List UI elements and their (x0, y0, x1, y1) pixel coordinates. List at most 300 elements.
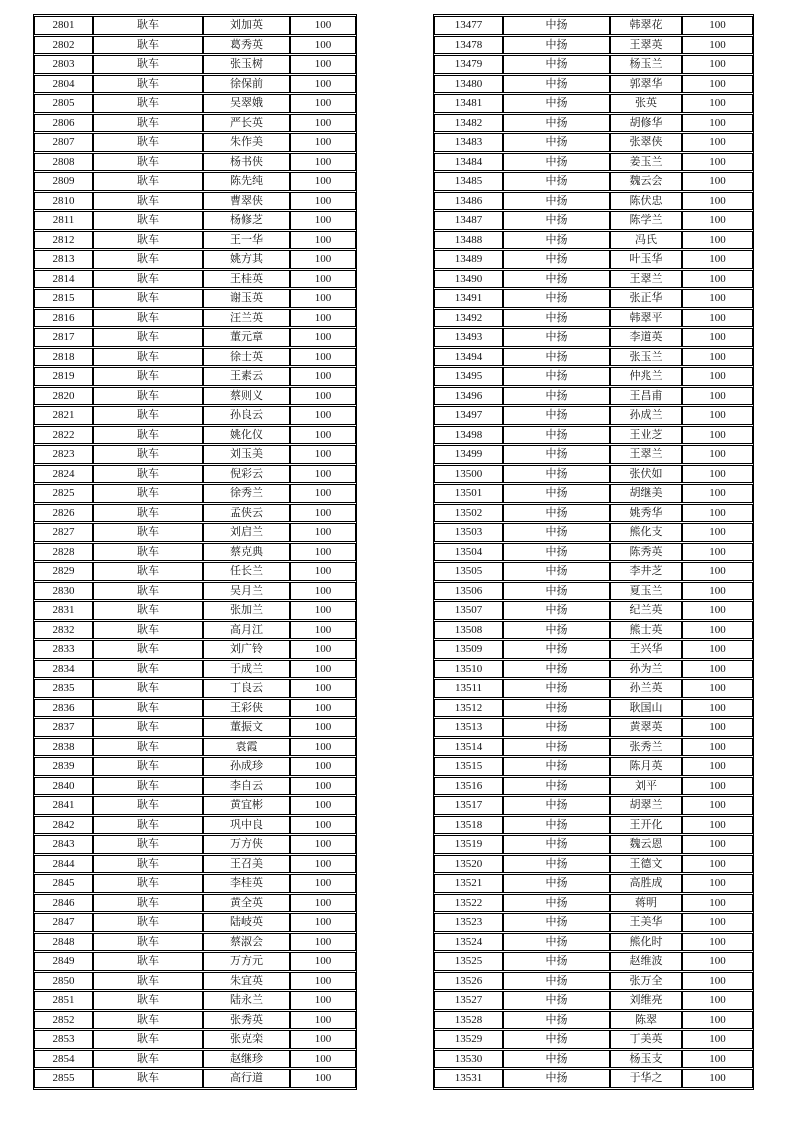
cell-score: 100 (290, 328, 356, 347)
cell-region: 耿车 (93, 699, 203, 718)
cell-score: 100 (290, 738, 356, 757)
cell-id: 13518 (434, 816, 503, 835)
table-row (434, 543, 753, 562)
cell-id: 2816 (34, 309, 93, 328)
table-row (34, 94, 356, 113)
cell-id: 13519 (434, 835, 503, 854)
cell-id: 2840 (34, 777, 93, 796)
cell-name: 王德文 (610, 855, 682, 874)
cell-region: 中扬 (503, 523, 610, 542)
cell-region: 中扬 (503, 289, 610, 308)
table-row (34, 1069, 356, 1088)
cell-score: 100 (682, 718, 753, 737)
cell-score: 100 (290, 192, 356, 211)
cell-region: 耿车 (93, 718, 203, 737)
cell-region: 耿车 (93, 601, 203, 620)
cell-region: 耿车 (93, 1030, 203, 1049)
cell-name: 于成兰 (203, 660, 290, 679)
cell-name: 魏云恩 (610, 835, 682, 854)
cell-score: 100 (682, 270, 753, 289)
cell-region: 中扬 (503, 16, 610, 35)
cell-id: 13481 (434, 94, 503, 113)
cell-score: 100 (290, 972, 356, 991)
cell-score: 100 (682, 562, 753, 581)
cell-id: 13479 (434, 55, 503, 74)
cell-id: 2815 (34, 289, 93, 308)
cell-score: 100 (290, 991, 356, 1010)
cell-score: 100 (290, 231, 356, 250)
cell-name: 张翠侠 (610, 133, 682, 152)
cell-region: 耿车 (93, 660, 203, 679)
table-row (34, 523, 356, 542)
cell-name: 王一华 (203, 231, 290, 250)
table-row (34, 621, 356, 640)
cell-id: 13523 (434, 913, 503, 932)
cell-name: 蔡淑会 (203, 933, 290, 952)
cell-name: 严长英 (203, 114, 290, 133)
cell-region: 耿车 (93, 231, 203, 250)
cell-score: 100 (290, 75, 356, 94)
cell-name: 王业芝 (610, 426, 682, 445)
cell-name: 张秀英 (203, 1011, 290, 1030)
table-row (434, 738, 753, 757)
table-row (434, 172, 753, 191)
cell-name: 魏云会 (610, 172, 682, 191)
table-row (434, 1050, 753, 1069)
cell-score: 100 (682, 894, 753, 913)
cell-score: 100 (682, 55, 753, 74)
cell-id: 13488 (434, 231, 503, 250)
table-row (34, 231, 356, 250)
cell-region: 耿车 (93, 465, 203, 484)
cell-name: 黄全英 (203, 894, 290, 913)
cell-score: 100 (290, 835, 356, 854)
cell-region: 中扬 (503, 738, 610, 757)
cell-score: 100 (290, 309, 356, 328)
cell-region: 中扬 (503, 562, 610, 581)
cell-score: 100 (682, 679, 753, 698)
cell-region: 耿车 (93, 16, 203, 35)
cell-name: 陈秀英 (610, 543, 682, 562)
cell-id: 2846 (34, 894, 93, 913)
table-row (34, 270, 356, 289)
cell-region: 中扬 (503, 660, 610, 679)
cell-id: 2811 (34, 211, 93, 230)
cell-name: 倪彩云 (203, 465, 290, 484)
cell-id: 2813 (34, 250, 93, 269)
table-row (34, 504, 356, 523)
cell-name: 张伏如 (610, 465, 682, 484)
cell-score: 100 (682, 231, 753, 250)
cell-score: 100 (290, 679, 356, 698)
cell-name: 张玉树 (203, 55, 290, 74)
cell-score: 100 (290, 211, 356, 230)
table-row (434, 36, 753, 55)
cell-name: 任长兰 (203, 562, 290, 581)
table-row (434, 328, 753, 347)
table-row (434, 621, 753, 640)
cell-score: 100 (682, 94, 753, 113)
cell-name: 吴月兰 (203, 582, 290, 601)
cell-id: 13520 (434, 855, 503, 874)
cell-score: 100 (682, 192, 753, 211)
cell-id: 13484 (434, 153, 503, 172)
cell-name: 袁霞 (203, 738, 290, 757)
cell-name: 葛秀英 (203, 36, 290, 55)
cell-name: 徐士英 (203, 348, 290, 367)
cell-id: 13503 (434, 523, 503, 542)
cell-id: 2806 (34, 114, 93, 133)
cell-name: 李自云 (203, 777, 290, 796)
cell-id: 13528 (434, 1011, 503, 1030)
cell-score: 100 (682, 75, 753, 94)
cell-id: 2822 (34, 426, 93, 445)
cell-name: 徐保前 (203, 75, 290, 94)
cell-region: 中扬 (503, 231, 610, 250)
table-row (434, 192, 753, 211)
table-row (434, 874, 753, 893)
cell-id: 2839 (34, 757, 93, 776)
cell-id: 13524 (434, 933, 503, 952)
cell-score: 100 (682, 172, 753, 191)
cell-id: 13506 (434, 582, 503, 601)
table-row (434, 133, 753, 152)
cell-score: 100 (682, 640, 753, 659)
cell-score: 100 (290, 523, 356, 542)
cell-region: 耿车 (93, 289, 203, 308)
cell-id: 13529 (434, 1030, 503, 1049)
cell-id: 13492 (434, 309, 503, 328)
cell-name: 熊化支 (610, 523, 682, 542)
cell-name: 刘加英 (203, 16, 290, 35)
table-row (434, 913, 753, 932)
table-row (34, 796, 356, 815)
cell-region: 中扬 (503, 796, 610, 815)
cell-score: 100 (682, 348, 753, 367)
cell-score: 100 (290, 250, 356, 269)
table-row (34, 601, 356, 620)
cell-score: 100 (290, 796, 356, 815)
cell-region: 中扬 (503, 1030, 610, 1049)
cell-region: 耿车 (93, 952, 203, 971)
cell-region: 中扬 (503, 387, 610, 406)
cell-score: 100 (682, 543, 753, 562)
cell-id: 13498 (434, 426, 503, 445)
cell-score: 100 (290, 816, 356, 835)
cell-region: 中扬 (503, 1050, 610, 1069)
cell-score: 100 (682, 1030, 753, 1049)
table-row (434, 114, 753, 133)
cell-id: 2852 (34, 1011, 93, 1030)
cell-score: 100 (682, 952, 753, 971)
table-row (34, 465, 356, 484)
table-row (34, 309, 356, 328)
cell-name: 刘玉美 (203, 445, 290, 464)
table-row (34, 699, 356, 718)
table-row (34, 718, 356, 737)
cell-score: 100 (290, 562, 356, 581)
cell-id: 2827 (34, 523, 93, 542)
cell-id: 2819 (34, 367, 93, 386)
cell-id: 2802 (34, 36, 93, 55)
cell-region: 中扬 (503, 1011, 610, 1030)
cell-region: 耿车 (93, 75, 203, 94)
table-row (434, 231, 753, 250)
cell-score: 100 (682, 991, 753, 1010)
cell-region: 耿车 (93, 1050, 203, 1069)
cell-score: 100 (682, 621, 753, 640)
table-row (434, 1069, 753, 1088)
table-row (434, 523, 753, 542)
cell-region: 中扬 (503, 153, 610, 172)
cell-region: 中扬 (503, 55, 610, 74)
cell-id: 13517 (434, 796, 503, 815)
table-row (434, 601, 753, 620)
cell-score: 100 (682, 1069, 753, 1088)
cell-score: 100 (682, 855, 753, 874)
cell-id: 2801 (34, 16, 93, 35)
cell-score: 100 (682, 1011, 753, 1030)
cell-id: 13527 (434, 991, 503, 1010)
table-row (434, 582, 753, 601)
cell-name: 韩翠花 (610, 16, 682, 35)
cell-score: 100 (290, 153, 356, 172)
cell-region: 中扬 (503, 465, 610, 484)
table-row (34, 55, 356, 74)
cell-region: 中扬 (503, 426, 610, 445)
cell-name: 高胜成 (610, 874, 682, 893)
cell-score: 100 (682, 114, 753, 133)
cell-name: 张玉兰 (610, 348, 682, 367)
cell-region: 耿车 (93, 406, 203, 425)
cell-id: 2821 (34, 406, 93, 425)
cell-name: 陆岐英 (203, 913, 290, 932)
cell-score: 100 (682, 367, 753, 386)
cell-region: 中扬 (503, 874, 610, 893)
cell-name: 蔡则义 (203, 387, 290, 406)
cell-score: 100 (682, 835, 753, 854)
cell-name: 黄宜彬 (203, 796, 290, 815)
cell-region: 耿车 (93, 933, 203, 952)
cell-id: 13486 (434, 192, 503, 211)
cell-score: 100 (290, 406, 356, 425)
cell-name: 仲兆兰 (610, 367, 682, 386)
cell-name: 张加兰 (203, 601, 290, 620)
cell-name: 曹翠侠 (203, 192, 290, 211)
cell-score: 100 (290, 894, 356, 913)
cell-name: 张英 (610, 94, 682, 113)
table-row (34, 250, 356, 269)
cell-name: 王翠兰 (610, 270, 682, 289)
cell-name: 陆永兰 (203, 991, 290, 1010)
cell-name: 董振文 (203, 718, 290, 737)
cell-region: 中扬 (503, 94, 610, 113)
cell-id: 13482 (434, 114, 503, 133)
cell-name: 王开化 (610, 816, 682, 835)
cell-region: 中扬 (503, 952, 610, 971)
cell-name: 张克栾 (203, 1030, 290, 1049)
cell-name: 黄翠英 (610, 718, 682, 737)
cell-score: 100 (682, 816, 753, 835)
table-row (434, 933, 753, 952)
cell-region: 耿车 (93, 913, 203, 932)
cell-region: 耿车 (93, 796, 203, 815)
cell-score: 100 (682, 211, 753, 230)
cell-score: 100 (290, 367, 356, 386)
cell-id: 2809 (34, 172, 93, 191)
cell-name: 朱宜英 (203, 972, 290, 991)
cell-region: 中扬 (503, 777, 610, 796)
cell-name: 姚方其 (203, 250, 290, 269)
table-row (34, 679, 356, 698)
table-row (34, 348, 356, 367)
cell-name: 孙兰英 (610, 679, 682, 698)
cell-score: 100 (290, 36, 356, 55)
cell-name: 万方侠 (203, 835, 290, 854)
cell-score: 100 (682, 484, 753, 503)
cell-name: 杨书侠 (203, 153, 290, 172)
table-row (434, 504, 753, 523)
cell-region: 耿车 (93, 172, 203, 191)
cell-name: 胡修华 (610, 114, 682, 133)
table-row (34, 387, 356, 406)
cell-name: 李桂英 (203, 874, 290, 893)
cell-score: 100 (290, 133, 356, 152)
cell-score: 100 (290, 640, 356, 659)
cell-id: 2850 (34, 972, 93, 991)
table-row (434, 211, 753, 230)
cell-region: 耿车 (93, 562, 203, 581)
table-row (34, 133, 356, 152)
table-row (34, 192, 356, 211)
cell-score: 100 (682, 757, 753, 776)
table-row (434, 835, 753, 854)
cell-id: 13531 (434, 1069, 503, 1088)
cell-score: 100 (682, 250, 753, 269)
cell-region: 中扬 (503, 601, 610, 620)
cell-region: 中扬 (503, 699, 610, 718)
cell-name: 陈伏忠 (610, 192, 682, 211)
cell-score: 100 (682, 913, 753, 932)
cell-id: 2828 (34, 543, 93, 562)
cell-score: 100 (682, 465, 753, 484)
cell-score: 100 (290, 94, 356, 113)
cell-score: 100 (682, 36, 753, 55)
cell-score: 100 (290, 114, 356, 133)
cell-name: 高月江 (203, 621, 290, 640)
cell-name: 朱作美 (203, 133, 290, 152)
table-row (434, 55, 753, 74)
cell-name: 陈月英 (610, 757, 682, 776)
table-row (434, 562, 753, 581)
cell-score: 100 (682, 660, 753, 679)
cell-name: 蔡克典 (203, 543, 290, 562)
cell-id: 13515 (434, 757, 503, 776)
cell-id: 2855 (34, 1069, 93, 1088)
cell-region: 耿车 (93, 816, 203, 835)
cell-id: 13496 (434, 387, 503, 406)
cell-region: 耿车 (93, 738, 203, 757)
cell-region: 耿车 (93, 874, 203, 893)
cell-region: 耿车 (93, 426, 203, 445)
cell-score: 100 (682, 601, 753, 620)
cell-name: 王素云 (203, 367, 290, 386)
table-row (434, 484, 753, 503)
cell-region: 中扬 (503, 133, 610, 152)
cell-name: 王兴华 (610, 640, 682, 659)
cell-id: 13516 (434, 777, 503, 796)
cell-score: 100 (290, 621, 356, 640)
cell-score: 100 (682, 16, 753, 35)
table-row (34, 660, 356, 679)
cell-name: 谢玉英 (203, 289, 290, 308)
cell-region: 耿车 (93, 894, 203, 913)
cell-region: 耿车 (93, 543, 203, 562)
cell-id: 13522 (434, 894, 503, 913)
cell-region: 中扬 (503, 991, 610, 1010)
table-row (434, 348, 753, 367)
cell-score: 100 (682, 406, 753, 425)
table-row (34, 562, 356, 581)
cell-score: 100 (290, 582, 356, 601)
cell-region: 中扬 (503, 718, 610, 737)
cell-region: 中扬 (503, 172, 610, 191)
table-row (34, 543, 356, 562)
cell-id: 13509 (434, 640, 503, 659)
cell-score: 100 (290, 445, 356, 464)
cell-region: 耿车 (93, 679, 203, 698)
cell-score: 100 (682, 972, 753, 991)
cell-name: 纪兰英 (610, 601, 682, 620)
cell-name: 姚秀华 (610, 504, 682, 523)
cell-region: 耿车 (93, 484, 203, 503)
table-row (34, 816, 356, 835)
cell-name: 王翠英 (610, 36, 682, 55)
cell-name: 蒋明 (610, 894, 682, 913)
table-row (434, 991, 753, 1010)
cell-id: 2803 (34, 55, 93, 74)
cell-name: 董元章 (203, 328, 290, 347)
cell-score: 100 (682, 933, 753, 952)
cell-score: 100 (682, 133, 753, 152)
table-row (34, 972, 356, 991)
cell-region: 中扬 (503, 757, 610, 776)
cell-id: 2853 (34, 1030, 93, 1049)
cell-region: 中扬 (503, 972, 610, 991)
cell-id: 13489 (434, 250, 503, 269)
cell-id: 2838 (34, 738, 93, 757)
roster-table-right (433, 14, 754, 1090)
cell-name: 万方元 (203, 952, 290, 971)
cell-id: 13480 (434, 75, 503, 94)
cell-id: 2818 (34, 348, 93, 367)
cell-score: 100 (290, 601, 356, 620)
cell-id: 13494 (434, 348, 503, 367)
table-row (434, 640, 753, 659)
cell-region: 中扬 (503, 504, 610, 523)
table-row (34, 426, 356, 445)
cell-region: 耿车 (93, 640, 203, 659)
cell-score: 100 (682, 387, 753, 406)
cell-region: 耿车 (93, 367, 203, 386)
table-row (434, 972, 753, 991)
cell-name: 张正华 (610, 289, 682, 308)
cell-id: 13483 (434, 133, 503, 152)
cell-id: 13512 (434, 699, 503, 718)
table-row (434, 426, 753, 445)
table-row (434, 816, 753, 835)
cell-score: 100 (290, 757, 356, 776)
